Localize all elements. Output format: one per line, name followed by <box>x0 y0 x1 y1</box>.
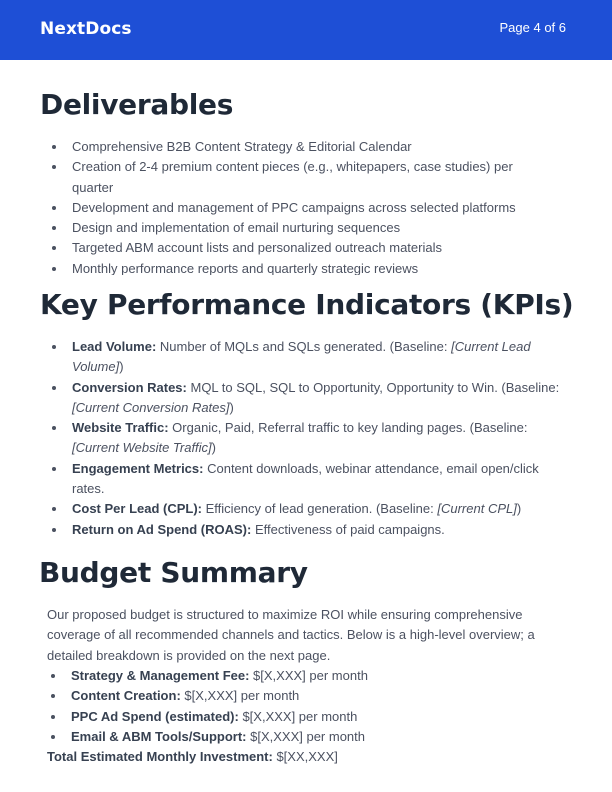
list-item: Comprehensive B2B Content Strategy & Editorial Calendar <box>40 137 540 157</box>
budget-item-value: $[X,XXX] per month <box>180 688 300 704</box>
deliverables-list-container <box>40 137 580 275</box>
page-header <box>0 0 612 60</box>
kpi-label: Conversion Rates: <box>72 379 187 395</box>
kpi-placeholder: [Current Website Traffic] <box>72 440 212 456</box>
budget-total-label: Total Estimated Monthly Investment: <box>47 749 273 764</box>
budget-total <box>47 747 338 767</box>
list-item: Creation of 2-4 premium content pieces (e.g., whitepapers, case studies) per quarter <box>40 157 540 198</box>
list-item <box>40 378 570 419</box>
budget-item-value: $[X,XXX] per month <box>249 668 368 683</box>
kpi-text: MQL to SQL, SQL to Opportunity, Opportunity to Win. (Baseline: <box>186 379 560 395</box>
kpi-text: Efficiency of lead generation. (Baseline: <box>202 501 438 517</box>
list-item <box>40 337 570 378</box>
budget-item-label: Email & ABM Tools/Support: <box>71 728 247 744</box>
kpi-suffix: ) <box>229 399 234 415</box>
kpi-suffix: ) <box>211 440 217 456</box>
budget-item-label: Strategy & Management Fee: <box>71 668 250 683</box>
brand-logo: NextDocs <box>40 19 132 39</box>
kpi-placeholder: [Current Lead Volume] <box>72 339 531 375</box>
deliverables-list <box>40 137 540 275</box>
list-item <box>40 459 570 500</box>
budget-item-value: $[X,XXX] per month <box>246 728 366 744</box>
list-item <box>40 499 570 519</box>
kpi-placeholder: [Current CPL] <box>437 501 517 517</box>
kpi-list <box>40 337 570 540</box>
budget-heading: Budget Summary <box>39 556 308 589</box>
list-item: Monthly performance reports and quarterly strategic reviews <box>40 259 540 275</box>
list-item: Design and implementation of email nurturing sequences <box>40 218 540 238</box>
page-indicator: Page 4 of 6 <box>499 20 566 35</box>
list-item <box>39 707 539 727</box>
list-item: Development and management of PPC campaigns across selected platforms <box>40 198 540 218</box>
budget-item-label: PPC Ad Spend (estimated): <box>71 708 239 724</box>
kpi-text: Number of MQLs and SQLs generated. (Baseline: <box>156 339 452 354</box>
kpi-label: Return on Ad Spend (ROAS): <box>72 521 252 537</box>
kpi-placeholder: [Current Conversion Rates] <box>72 399 230 415</box>
list-item <box>40 418 570 459</box>
kpi-label: Lead Volume: <box>72 339 157 354</box>
list-item: Targeted ABM account lists and personalized outreach materials <box>40 238 540 258</box>
list-item <box>39 666 539 686</box>
kpi-label: Cost Per Lead (CPL): <box>72 501 203 517</box>
kpi-label: Engagement Metrics: <box>72 460 204 476</box>
deliverables-heading: Deliverables <box>40 88 234 121</box>
list-item <box>39 727 539 747</box>
budget-intro: Our proposed budget is structured to maximize ROI while ensuring comprehensive coverage of all recommended channels and tactics. Below is a high-level overview; a detailed breakdown is provided on the next page. <box>47 607 535 663</box>
budget-total-value: $[XX,XXX] <box>272 749 338 764</box>
list-item <box>39 686 539 706</box>
budget-list <box>39 666 539 747</box>
budget-item-value: $[X,XXX] per month <box>238 708 358 724</box>
kpi-text: Content downloads, webinar attendance, email open/click rates. <box>72 460 539 497</box>
kpi-label: Website Traffic: <box>72 420 169 436</box>
budget-item-label: Content Creation: <box>71 688 181 704</box>
kpis-heading: Key Performance Indicators (KPIs) <box>40 288 574 321</box>
list-item <box>40 520 570 540</box>
kpi-suffix: ) <box>516 501 522 517</box>
kpi-suffix: ) <box>119 359 124 375</box>
kpi-text: Effectiveness of paid campaigns. <box>251 521 445 537</box>
kpi-text: Organic, Paid, Referral traffic to key landing pages. (Baseline: <box>168 420 528 436</box>
